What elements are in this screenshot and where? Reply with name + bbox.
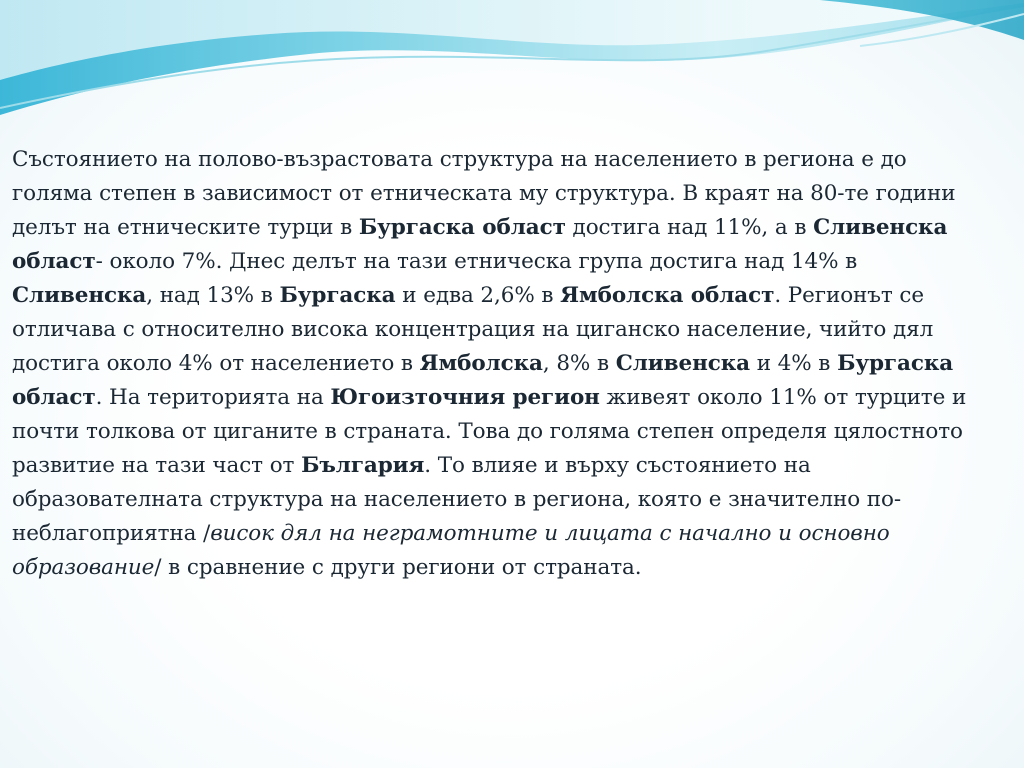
text-segment-italic: висок дял на неграмотните и лицата с начално и основно образование <box>12 521 890 580</box>
text-segment: , над 13% в <box>146 283 280 308</box>
body-text <box>12 143 987 585</box>
text-segment: и едва 2,6% в <box>395 283 561 308</box>
text-segment: / в сравнение с други региони от страната. <box>154 555 642 580</box>
text-segment: , 8% в <box>542 351 616 376</box>
text-segment: и 4% в <box>749 351 838 376</box>
text-segment: - около 7%. Днес делът на тази етническа група достига над 14% в <box>95 249 858 274</box>
text-segment: . На територията на <box>95 385 331 410</box>
decorative-wave-header <box>0 0 1024 140</box>
text-segment: живеят около 11% от турците и почти толкова от циганите в страната. Това до голяма степен определя цялостното развитие на тази част от <box>12 385 967 478</box>
text-segment-bold: България <box>301 453 425 478</box>
text-segment: . То влияе и върху състоянието на образователната структура на населението в региона, която е значително по-неблагоприятна / <box>12 453 902 546</box>
text-segment-bold: Сливенска <box>615 351 750 376</box>
text-segment-bold: Сливенска област <box>12 215 948 274</box>
text-segment: . Регионът се отличава с относително висока концентрация на циганско население, чийто дял достига около 4% от населението в <box>12 283 934 376</box>
text-segment-bold: Бургаска област <box>358 215 566 240</box>
text-segment-bold: Бургаска <box>279 283 396 308</box>
text-segment-bold: Югоизточния регион <box>330 385 600 410</box>
text-segment: достига над 11%, а в <box>565 215 814 240</box>
text-segment-bold: Бургаска област <box>12 351 954 410</box>
text-segment-bold: Ямболска <box>419 351 543 376</box>
text-segment-bold: Ямболска област <box>560 283 775 308</box>
text-segment-bold: Сливенска <box>12 283 147 308</box>
text-segment: Състоянието на полово-възрастовата структура на населението в региона е до голяма степен в зависимост от етническата му структура. В краят на 80-те години делът на етническите турци в <box>12 147 956 240</box>
